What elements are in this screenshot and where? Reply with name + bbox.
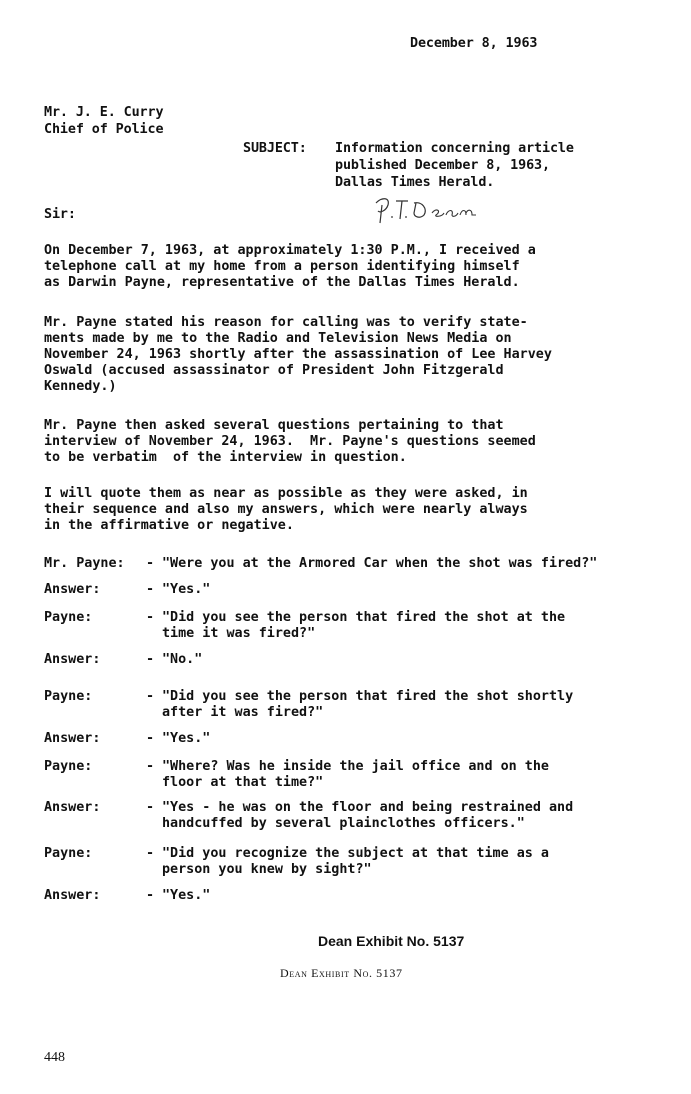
dialogue-dash: - xyxy=(146,888,155,903)
paragraph-line: I will quote them as near as possible as they were asked, in xyxy=(44,486,528,501)
dialogue-text xyxy=(162,800,573,832)
paragraph-3 xyxy=(44,418,536,466)
exhibit-label-handwritten: Dean Exhibit No. 5137 xyxy=(318,933,465,949)
dialogue-text xyxy=(162,556,597,572)
paragraph-line: Oswald (accused assassinator of President John Fitzgerald xyxy=(44,363,504,378)
paragraph-line: November 24, 1963 shortly after the assassination of Lee Harvey xyxy=(44,347,552,362)
dialogue-dash: - xyxy=(146,652,155,667)
paragraph-line: interview of November 24, 1963. Mr. Payne's questions seemed xyxy=(44,434,536,449)
subject-line-3: Dallas Times Herald. xyxy=(335,175,495,190)
dialogue-line: "Yes." xyxy=(162,888,211,903)
dialogue-dash: - xyxy=(146,800,155,815)
dialogue-line: "No." xyxy=(162,652,203,667)
dialogue-line: "Yes." xyxy=(162,731,211,746)
dialogue-line: handcuffed by several plainclothes officers." xyxy=(162,816,525,831)
dialogue-text xyxy=(162,652,202,668)
paragraph-line: telephone call at my home from a person identifying himself xyxy=(44,259,520,274)
recipient-title: Chief of Police xyxy=(44,122,164,137)
paragraph-2 xyxy=(44,315,552,395)
paragraph-line: Mr. Payne then asked several questions pertaining to that xyxy=(44,418,504,433)
letter-date: December 8, 1963 xyxy=(410,36,538,51)
paragraph-4 xyxy=(44,486,528,534)
dialogue-line: "Did you recognize the subject at that time as a xyxy=(162,846,549,861)
subject-line-1: Information concerning article xyxy=(335,141,574,156)
recipient-name: Mr. J. E. Curry xyxy=(44,105,164,120)
dialogue-dash: - xyxy=(146,582,155,597)
dialogue-speaker: Answer: xyxy=(44,800,101,815)
dialogue-speaker: Payne: xyxy=(44,689,93,704)
dialogue-speaker: Mr. Payne: xyxy=(44,556,125,571)
paragraph-line: to be verbatim of the interview in question. xyxy=(44,450,407,465)
paragraph-line: On December 7, 1963, at approximately 1:30 P.M., I received a xyxy=(44,243,536,258)
dialogue-text xyxy=(162,759,549,791)
dialogue-line: "Did you see the person that fired the shot shortly xyxy=(162,689,574,704)
paragraph-line: Mr. Payne stated his reason for calling was to verify state- xyxy=(44,315,528,330)
dialogue-line: "Did you see the person that fired the shot at the xyxy=(162,610,566,625)
paragraph-1 xyxy=(44,243,536,291)
dialogue-dash: - xyxy=(146,846,155,861)
dialogue-line: time it was fired?" xyxy=(162,626,316,641)
dialogue-dash: - xyxy=(146,556,155,571)
dialogue-text xyxy=(162,582,210,598)
dialogue-speaker: Answer: xyxy=(44,582,101,597)
paragraph-line: Kennedy.) xyxy=(44,379,117,394)
dialogue-speaker: Answer: xyxy=(44,888,101,903)
dialogue-speaker: Answer: xyxy=(44,652,101,667)
paragraph-line: as Darwin Payne, representative of the Dallas Times Herald. xyxy=(44,275,520,290)
dialogue-text xyxy=(162,888,210,904)
dialogue-line: "Yes." xyxy=(162,582,211,597)
dialogue-speaker: Payne: xyxy=(44,759,93,774)
dialogue-line: person you knew by sight?" xyxy=(162,862,372,877)
dialogue-speaker: Answer: xyxy=(44,731,101,746)
subject-line-2: published December 8, 1963, xyxy=(335,158,550,173)
paragraph-line: their sequence and also my answers, which were nearly always xyxy=(44,502,528,517)
dialogue-dash: - xyxy=(146,759,155,774)
dialogue-line: after it was fired?" xyxy=(162,705,324,720)
dialogue-text xyxy=(162,610,565,642)
page-number: 448 xyxy=(44,1050,65,1065)
paragraph-line: ments made by me to the Radio and Television News Media on xyxy=(44,331,512,346)
dialogue-speaker: Payne: xyxy=(44,846,93,861)
paragraph-line: in the affirmative or negative. xyxy=(44,518,294,533)
dialogue-dash: - xyxy=(146,610,155,625)
dialogue-text xyxy=(162,846,549,878)
subject-label: SUBJECT: xyxy=(243,141,307,156)
handwritten-signature xyxy=(372,193,492,227)
dialogue-line: "Yes - he was on the floor and being restrained and xyxy=(162,800,574,815)
salutation: Sir: xyxy=(44,207,76,222)
dialogue-dash: - xyxy=(146,731,155,746)
dialogue-line: floor at that time?" xyxy=(162,775,324,790)
exhibit-label-printed: Dean Exhibit No. 5137 xyxy=(280,966,403,980)
dialogue-speaker: Payne: xyxy=(44,610,93,625)
dialogue-text xyxy=(162,731,210,747)
dialogue-line: "Where? Was he inside the jail office and on the xyxy=(162,759,549,774)
dialogue-text xyxy=(162,689,573,721)
dialogue-dash: - xyxy=(146,689,155,704)
dialogue-line: "Were you at the Armored Car when the shot was fired?" xyxy=(162,556,598,571)
